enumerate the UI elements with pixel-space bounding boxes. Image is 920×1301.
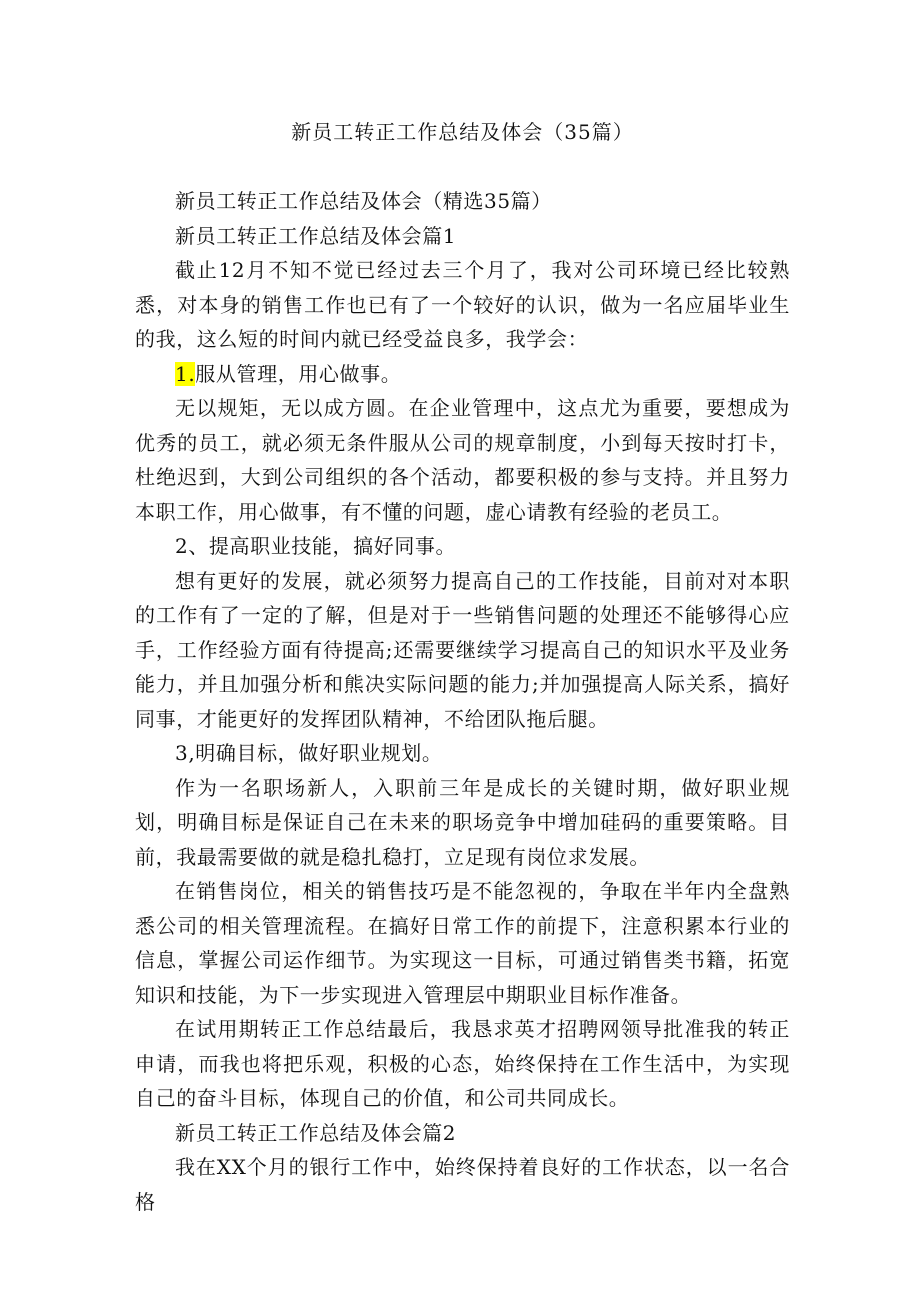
highlighted-number: 1. [175,361,196,386]
list-item-2: 2、提高职业技能，搞好同事。 [175,534,457,558]
list-item-1 [135,357,790,392]
body-paragraph: 想有更好的发展，就必须努力提高自己的工作技能，目前对对本职的工作有了一定的了解，但是对于一些销售问题的处理还不能够得心应手，工作经验方面有待提高;还需要继续学习提高自己的知识水平及业务能力，并且加强分析和熊决实际问题的能力;并加强提高人际关系，搞好同事，才能更好的发挥团队精神，不给团队拖后腿。 [135,568,790,731]
body-paragraph: 截止12月不知不觉已经过去三个月了，我对公司环境已经比较熟悉，对本身的销售工作也已有了一个较好的认识，做为一名应届毕业生的我，这么短的时间内就已经受益良多，我学会： [135,258,790,351]
list-item-text: 服从管理，用心做事。 [195,361,402,386]
body-paragraph: 无以规矩，无以成方圆。在企业管理中，这点尤为重要，要想成为优秀的员工，就必须无条件服从公司的规章制度，小到每天按时打卡，杜绝迟到，大到公司组织的各个活动，都要积极的参与支持。并且努力本职工作，用心做事，有不懂的问题，虚心请教有经验的老员工。 [135,396,790,524]
body-paragraph: 在销售岗位，相关的销售技巧是不能忽视的，争取在半年内全盘熟悉公司的相关管理流程。在搞好日常工作的前提下，注意积累本行业的信息，掌握公司运作细节。为实现这一目标，可通过销售类书籍，拓宽知识和技能，为下一步实现进入管理层中期职业目标作准备。 [135,879,790,1007]
list-item-3: 3,明确目标，做好职业规划。 [175,741,443,765]
body-paragraph: 在试用期转正工作总结最后，我恳求英才招聘网领导批准我的转正申请，而我也将把乐观，积极的心态，始终保持在工作生活中，为实现自己的奋斗目标，体现自己的价值，和公司共同成长。 [135,1017,790,1110]
section-heading-1: 新员工转正工作总结及体会篇1 [175,223,457,248]
subtitle: 新员工转正工作总结及体会（精选35篇） [175,189,552,213]
section-heading-2: 新员工转正工作总结及体会篇2 [175,1120,457,1145]
body-paragraph: 我在XX个月的银行工作中，始终保持着良好的工作状态，以一名合格 [135,1155,790,1214]
body-paragraph: 作为一名职场新人，入职前三年是成长的关键时期，做好职业规划，明确目标是保证自己在未来的职场竞争中增加硅码的重要策略。目前，我最需要做的就是稳扎稳打，立足现有岗位求发展。 [135,775,790,869]
document-title: 新员工转正工作总结及体会（35篇） [291,120,634,144]
